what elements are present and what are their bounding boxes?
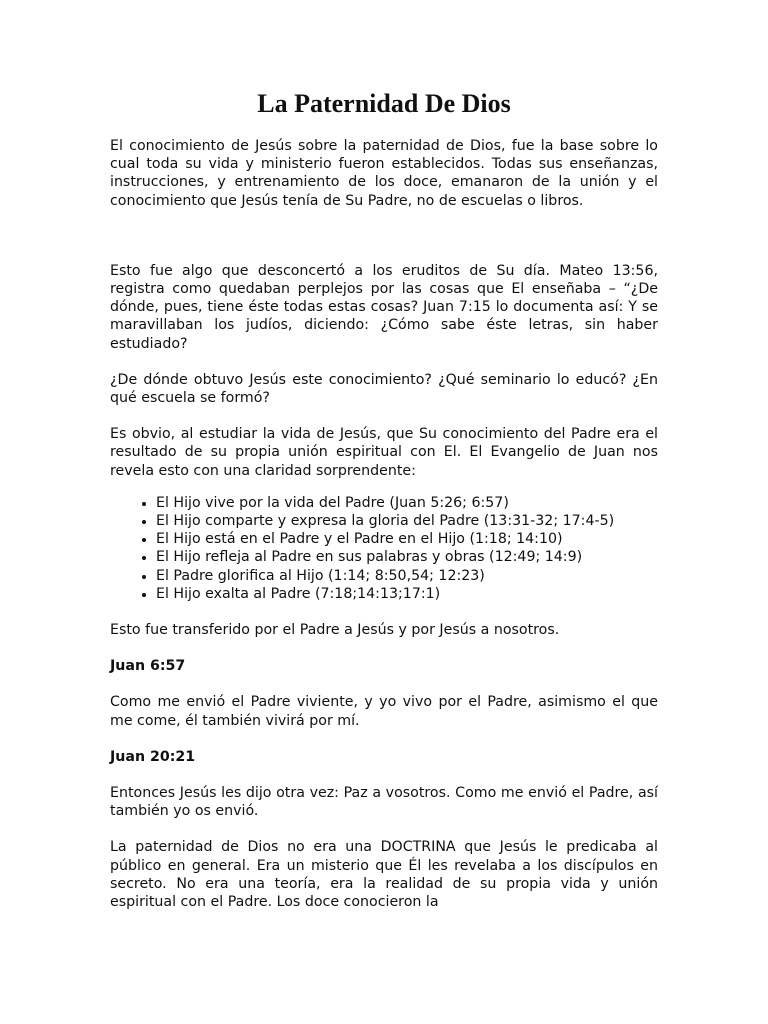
list-item: • El Hijo está en el Padre y el Padre en el Hijo (1:18; 14:10) xyxy=(156,530,658,548)
paragraph-scholars: Esto fue algo que desconcertó a los eruditos de Su día. Mateo 13:56, registra como quedaban perplejos por las cosas que El enseñaba – “¿De dónde, pues, tiene éste todas estas cosas? Juan 7:15 lo documenta así: Y se maravillaban los judíos, diciendo: ¿Cómo sabe éste letras, sin haber estudiado? xyxy=(110,262,658,352)
document-title: La Paternidad De Dios xyxy=(257,89,511,118)
verse-heading-juan-20-21: Juan 20:21 xyxy=(110,748,196,765)
paragraph-intro: El conocimiento de Jesús sobre la paternidad de Dios, fue la base sobre lo cual toda su vida y ministerio fueron establecidos. Todas sus enseñanzas, instrucciones, y entrenamiento de los doce, emanaron de la unión y el conocimiento que Jesús tenía de Su Padre, no de escuelas o libros. xyxy=(110,138,658,209)
paragraph-closing: La paternidad de Dios no era una DOCTRINA que Jesús le predicaba al público en general. Era un misterio que Él les revelaba a los discípulos en secreto. No era una teoría, era la realidad de su propia vida y unión espiritual con el Padre. Los doce conocieron la xyxy=(110,839,658,911)
verse-text-juan-6-57: Como me envió el Padre viviente, y yo vivo por el Padre, asimismo el que me come, él también vivirá por mí. xyxy=(110,694,658,729)
paragraph-questions: ¿De dónde obtuvo Jesús este conocimiento? ¿Qué seminario lo educó? ¿En qué escuela se formó? xyxy=(110,371,658,407)
list-item: • El Hijo comparte y expresa la gloria del Padre (13:31-32; 17:4-5) xyxy=(156,512,658,530)
list-item: • El Hijo refleja al Padre en sus palabras y obras (12:49; 14:9) xyxy=(156,548,658,566)
list-item: • El Hijo vive por la vida del Padre (Juan 5:26; 6:57) xyxy=(156,494,658,512)
document-page xyxy=(110,88,658,911)
paragraph-obvious: Es obvio, al estudiar la vida de Jesús, que Su conocimiento del Padre era el resultado de su propia unión espiritual con El. El Evangelio de Juan nos revela esto con una claridad sorprendente: xyxy=(110,426,658,479)
verse-text-juan-20-21: Entonces Jesús les dijo otra vez: Paz a vosotros. Como me envió el Padre, así también yo os envió. xyxy=(110,785,658,820)
verse-heading-juan-6-57: Juan 6:57 xyxy=(110,658,186,675)
list-item: • El Padre glorifica al Hijo (1:14; 8:50,54; 12:23) xyxy=(156,567,658,585)
list-item: • El Hijo exalta al Padre (7:18;14:13;17:1) xyxy=(156,585,658,603)
paragraph-transfer: Esto fue transferido por el Padre a Jesús y por Jesús a nosotros. xyxy=(110,622,560,639)
bullet-list xyxy=(110,494,658,603)
